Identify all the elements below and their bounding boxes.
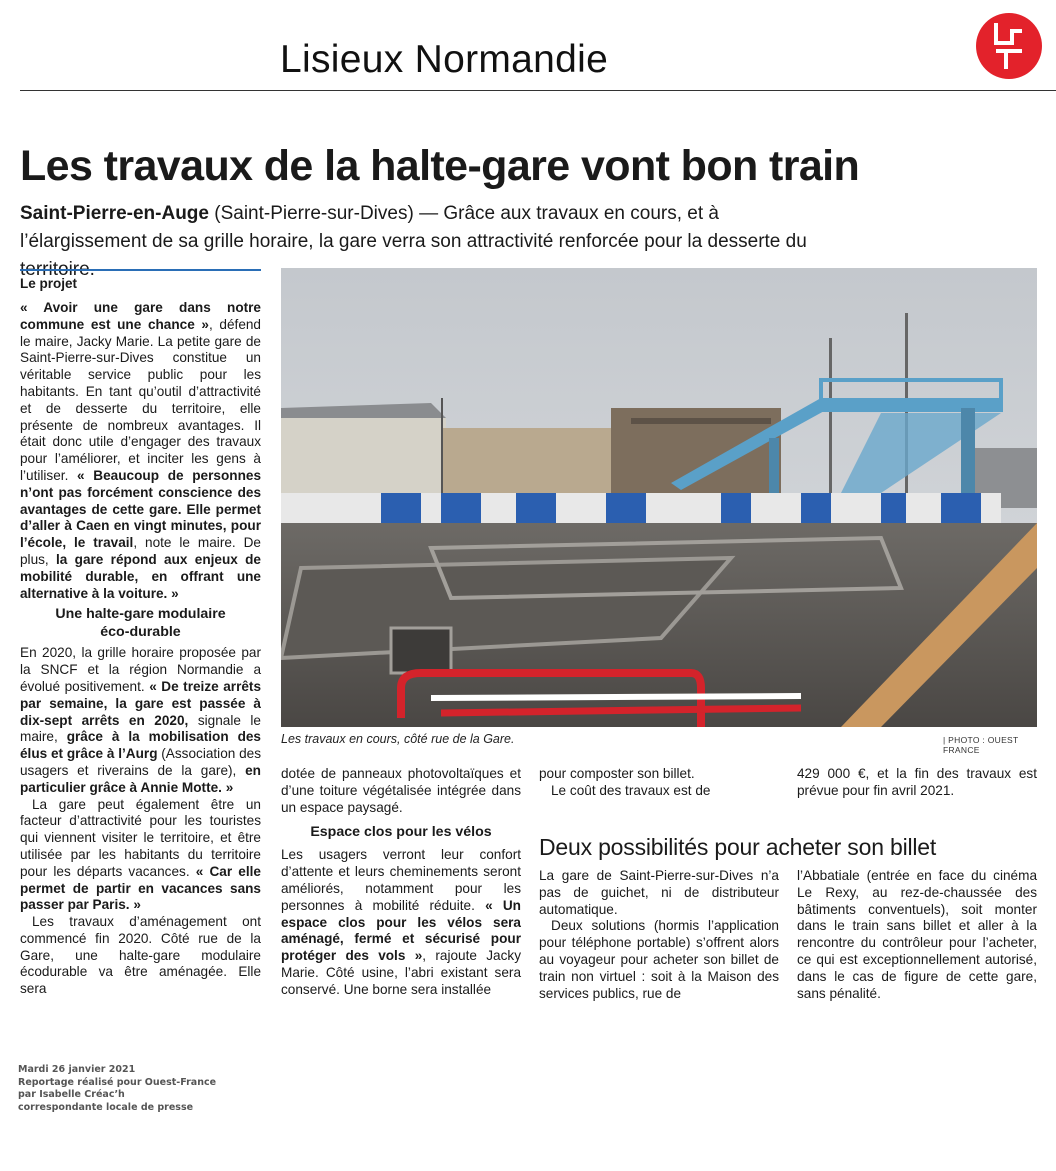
construction-site-photo <box>281 268 1037 727</box>
text: , rajoute Jacky Marie. Côté usine, l’abri existant sera conservé. Une borne sera installée <box>281 948 521 997</box>
paragraph <box>20 300 261 602</box>
quote: « Car elle permet de partir en vacances sans passer par Paris. » <box>20 863 261 913</box>
footer-role: correspondante locale de presse <box>18 1101 194 1113</box>
masthead-rule <box>20 90 1056 91</box>
text: , note le maire. De plus, <box>20 535 261 567</box>
text: La gare peut également être un facteur d’attractivité pour les touristes qui viennent visiter le territoire, et être utilisée par les habitants du territoire pour les départs vacances. <box>20 796 261 879</box>
quote: grâce à la mobilisation des élus et grâce à l’Aurg <box>20 729 261 762</box>
paragraph: l’Abbatiale (entrée en face du cinéma Le Rexy, au rez-de-chaussée des bâtiments conventuels), soit monter dans le train sans billet et aller à la rencontre du contrôleur pour l’acheter, ce qui est exceptionnellement autorisé, dans le cas de figure de cette gare, sans pénalité. <box>797 868 1037 1001</box>
column-4 <box>797 766 1037 800</box>
paragraph: Deux solutions (hormis l’application pour téléphone portable) s’offrent alors au voyageur pour acheter son billet de train non virtuel : soit à la Maison des services publics, rue de <box>539 918 779 1001</box>
paragraph: Les travaux d’aménagement ont commencé fin 2020. Côté rue de la Gare, une halte-gare modulaire écodurable va être aménagée. Elle sera <box>20 914 261 997</box>
paragraph: pour composter son billet. <box>539 766 695 781</box>
column-1 <box>20 300 261 998</box>
quote: « De treize arrêts par semaine, la gare est passée à dix-sept arrêts en 2020, <box>20 678 262 728</box>
paragraph: La gare de Saint-Pierre-sur-Dives n’a pas de guichet, ni de distributeur automatique. <box>539 868 779 917</box>
footer-date: Mardi 26 janvier 2021 <box>18 1064 136 1075</box>
paragraph: dotée de panneaux photovoltaïques et d’une toiture végétalisée intégrée dans un espace paysagé. <box>281 766 521 815</box>
box-column-left <box>539 868 779 1002</box>
quote: en particulier grâce à Annie Motte. » <box>20 762 261 795</box>
text: signale le maire, <box>20 712 261 745</box>
standfirst-place: Saint-Pierre-en-Auge <box>20 203 209 224</box>
subheading: Une halte-gare modulaire éco-durable <box>55 606 226 641</box>
column-3 <box>539 766 779 800</box>
paragraph <box>20 645 261 796</box>
text: (Association des usagers et riverains de la gare), <box>20 746 262 778</box>
paragraph <box>281 847 521 998</box>
quote: la gare répond aux enjeux de mobilité durable, en offrant une alternative à la voiture. » <box>20 551 261 601</box>
box-column-right <box>797 868 1037 1002</box>
paragraph: 429 000 €, et la fin des travaux est prévue pour fin avril 2021. <box>797 766 1037 798</box>
box-title: Deux possibilités pour acheter son billet <box>539 834 937 860</box>
article-headline: Les travaux de la halte-gare vont bon train <box>20 142 860 190</box>
subheading: Espace clos pour les vélos <box>310 824 492 841</box>
paragraph <box>20 797 261 915</box>
section-label: Le projet <box>20 269 261 291</box>
column-2 <box>281 766 521 999</box>
footer-author: par Isabelle Créac’h <box>18 1089 125 1100</box>
paragraph: Le coût des travaux est de <box>551 782 711 798</box>
standfirst-text: (Saint-Pierre-sur-Dives) — Grâce aux travaux en cours, et à l’élargissement de sa grille horaire, la gare verra son attractivité renforcée pour la desserte du territoire. <box>20 203 807 280</box>
photo-caption: Les travaux en cours, côté rue de la Gare. <box>281 732 515 746</box>
quote: « Avoir une gare dans notre commune est une chance » <box>20 300 261 332</box>
text: Les usagers verront leur confort d’attente et leurs cheminements seront améliorés, notamment pour les personnes à mobilité réduite. <box>281 847 521 913</box>
quote: « Un espace clos pour les vélos sera aménagé, fermé et sécurisé pour protéger des vols » <box>281 897 521 964</box>
text: , défend le maire, Jacky Marie. La petite gare de Saint-Pierre-sur-Dives constitue un véritable service public pour les habitants. En tant qu’outil d’attractivité et de desserte du territoire, elle présente de nombreux avantages. Il était donc utile d’engager des travaux pour l’améliorer, et inciter les gens à l’utiliser. <box>20 316 261 483</box>
footer-line: Reportage réalisé pour Ouest-France <box>18 1076 217 1088</box>
article-footer <box>18 1064 216 1114</box>
photo-credit: | PHOTO : OUEST FRANCE <box>943 735 1019 755</box>
masthead: Lisieux Normandie <box>280 38 609 81</box>
ouest-france-logo <box>976 13 1042 79</box>
quote: « Beaucoup de personnes n’ont pas forcément conscience des avantages de cette gare. Elle permet d’aller à Caen en vingt minutes, pour l’école, le travail <box>20 467 262 551</box>
text: En 2020, la grille horaire proposée par la SNCF et la région Normandie a évolué positivement. <box>20 645 261 694</box>
article-photo <box>281 268 1037 727</box>
